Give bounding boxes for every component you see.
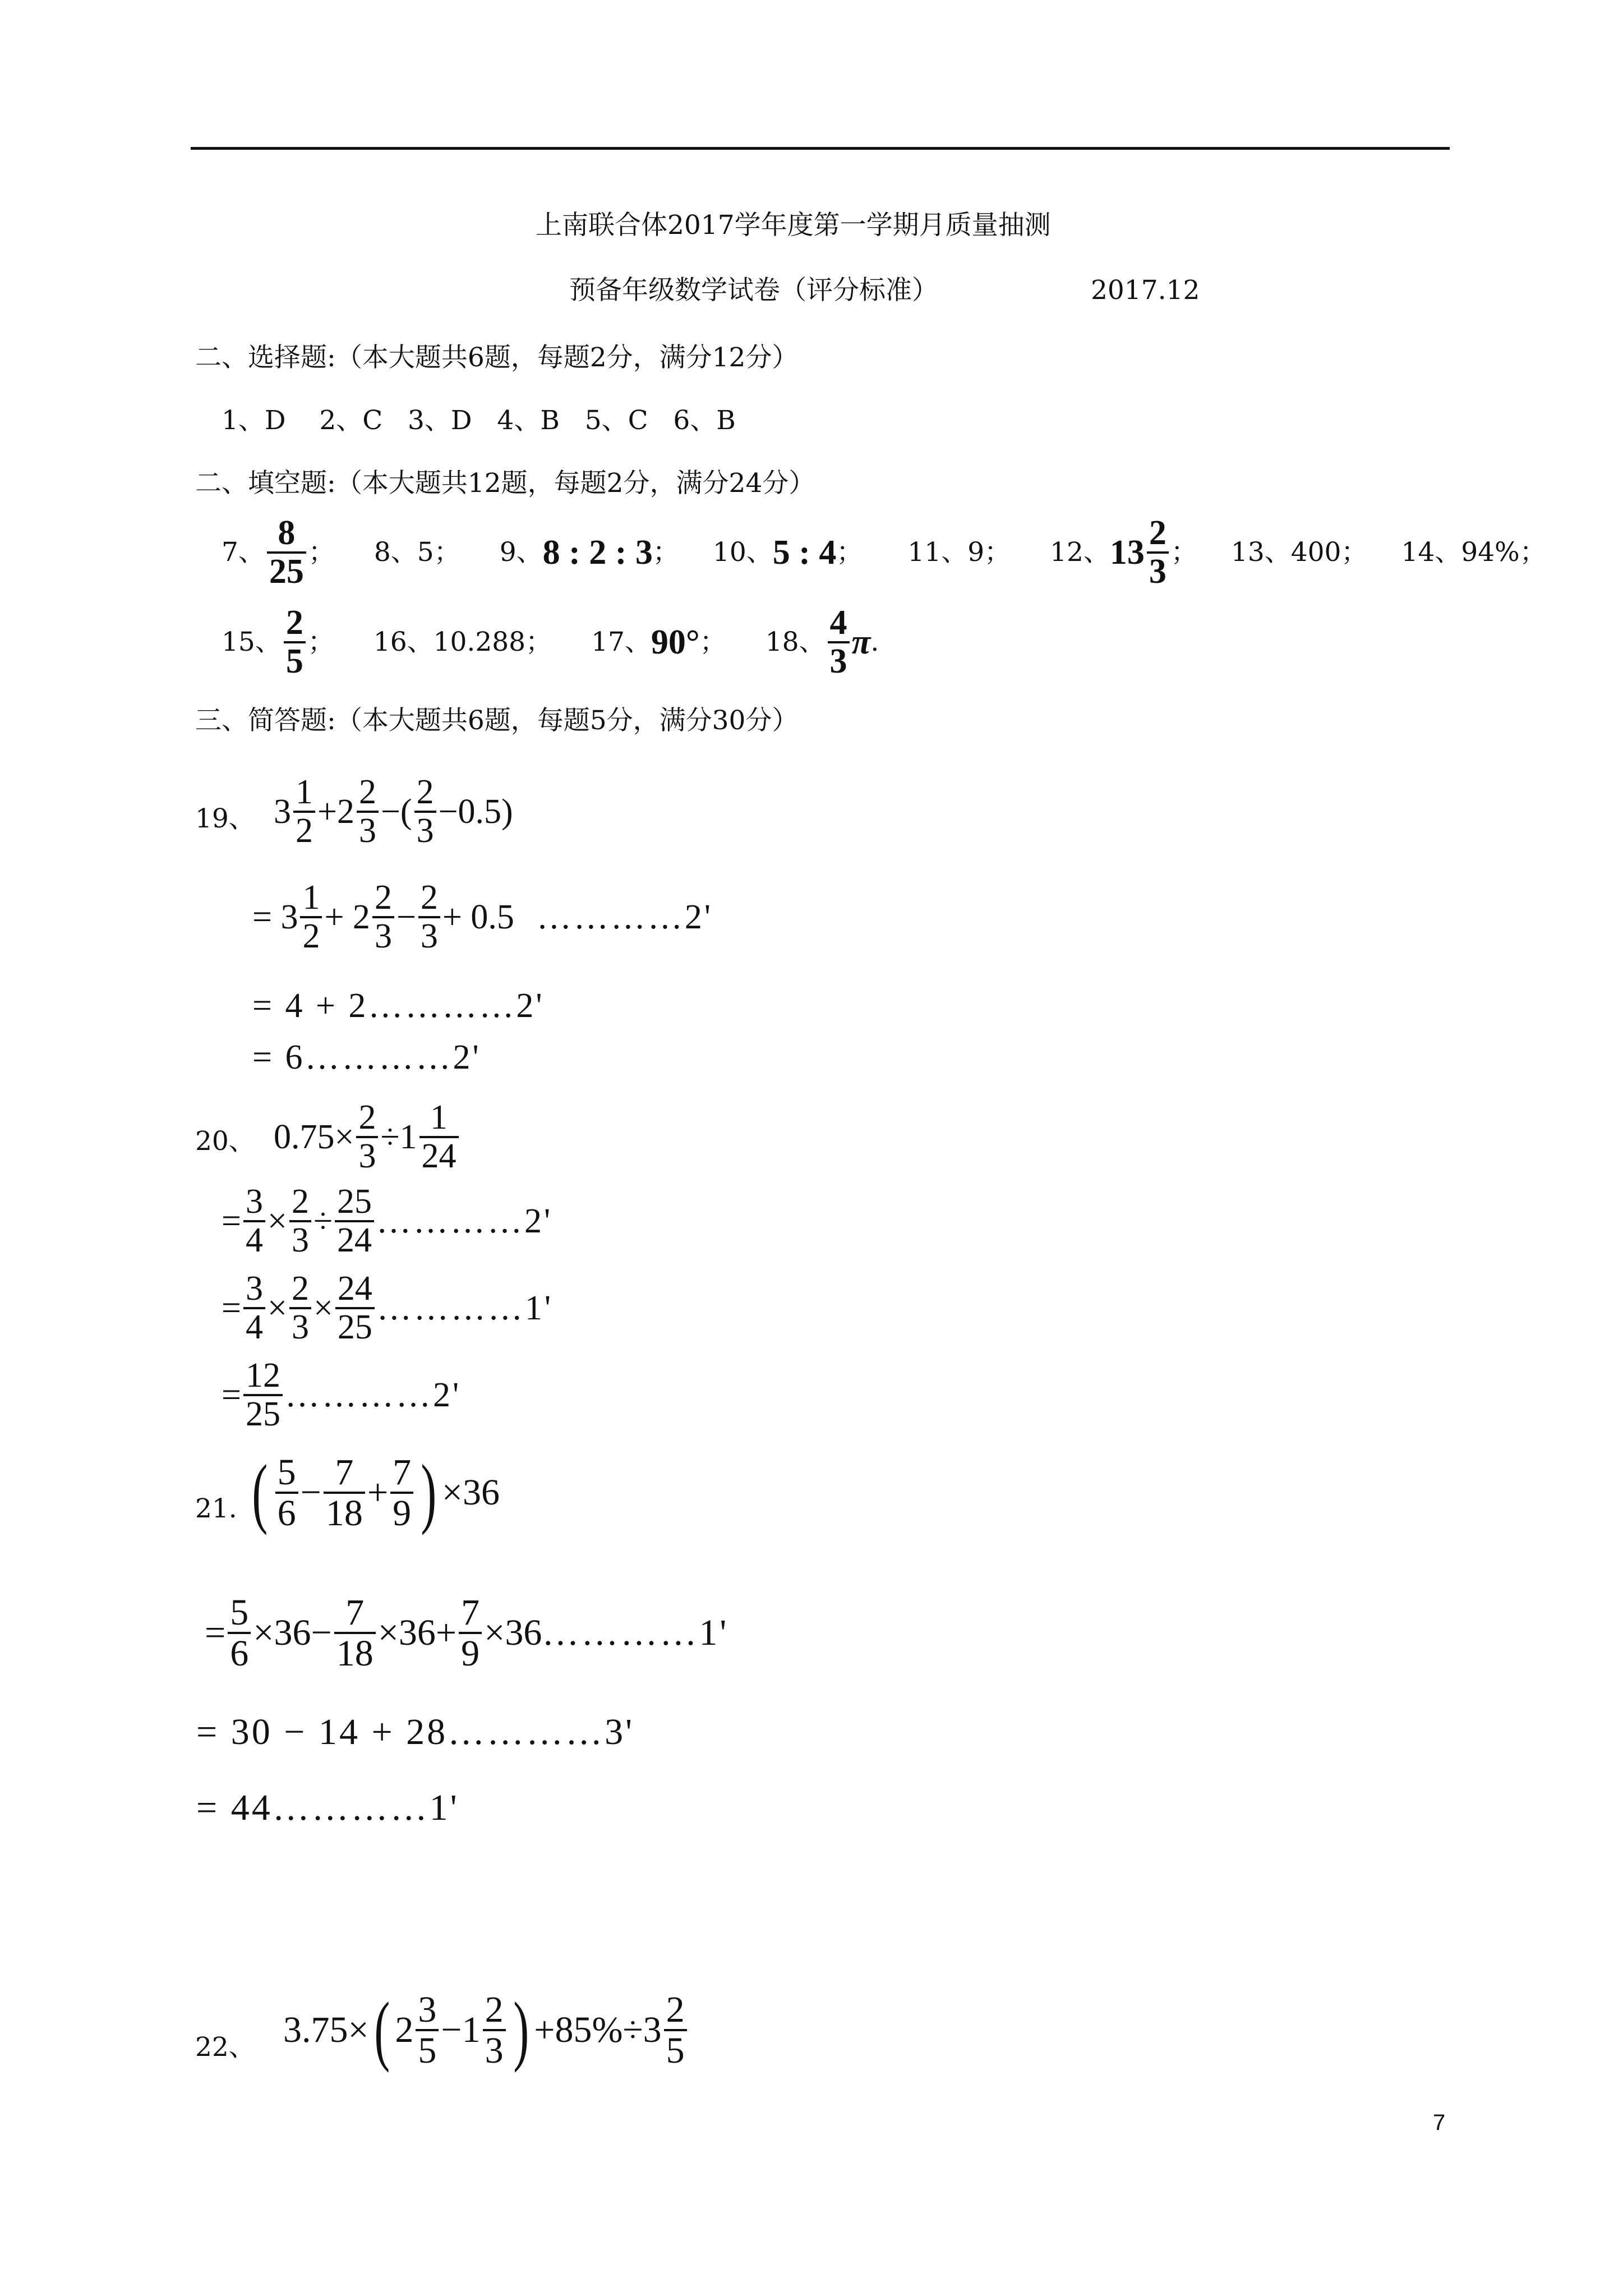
q14-answer: 14、94%； bbox=[1401, 537, 1546, 568]
top-rule bbox=[191, 147, 1450, 150]
q7-fraction: $\frac{8}{25}$ bbox=[267, 515, 306, 590]
q18-pi: π bbox=[851, 623, 871, 662]
choice-answers: 1、D 2、C 3、D 4、B 5、C 6、B bbox=[222, 405, 736, 436]
q19-expression: 3 $\frac{1}{2}$ +2 $\frac{2}{3}$ −( $\frac{2}{3}$ −0.5) bbox=[274, 773, 513, 850]
q16-answer: 16、10.288； bbox=[373, 627, 552, 658]
q15-label: 15、 bbox=[222, 627, 282, 658]
q20-step-2: = $\frac{3}{4}$ × $\frac{2}{3}$ × $\frac{24}{25}$ …………1' bbox=[222, 1269, 554, 1347]
q20-label: 20、 bbox=[195, 1126, 255, 1157]
q17-label: 17、 bbox=[591, 627, 651, 658]
q22-label: 22、 bbox=[195, 2032, 255, 2063]
q19-label: 19、 bbox=[195, 803, 255, 834]
q20-expression: 0.75× $\frac{2}{3}$ ÷1 $\frac{1}{24}$ bbox=[274, 1099, 461, 1175]
q21-step-1: = $\frac{5}{6}$ ×36− $\frac{7}{18}$ ×36+ $\frac{7}{9}$ ×36 …………1' bbox=[205, 1592, 729, 1674]
q13-answer: 13、400； bbox=[1230, 537, 1368, 568]
q7-label: 7、 bbox=[222, 537, 265, 568]
exam-title: 上南联合体2017学年度第一学期月质量抽测 bbox=[536, 210, 1051, 241]
page-number: 7 bbox=[1433, 2110, 1446, 2135]
q17-angle: 90° bbox=[651, 623, 700, 662]
q21-step-2: = 30 − 14 + 28…………3' bbox=[196, 1711, 635, 1752]
q9-label: 9、 bbox=[499, 537, 543, 568]
q21-label: 21. bbox=[195, 1493, 237, 1524]
q9-ratio: 8 : 2 : 3 bbox=[542, 533, 653, 572]
q18-fraction: $\frac{4}{3}$ bbox=[828, 605, 850, 680]
q8-answer: 8、5； bbox=[374, 537, 460, 568]
q19-step-1: = 3 $\frac{1}{2}$ + 2 $\frac{2}{3}$ − $\frac{2}{3}$ + 0.5 …………2' bbox=[252, 878, 713, 956]
exam-date: 2017.12 bbox=[1091, 275, 1200, 306]
q12-fraction: $\frac{2}{3}$ bbox=[1147, 515, 1169, 590]
section-choice-heading: 二、选择题:（本大题共6题，每题2分，满分12分） bbox=[195, 342, 799, 373]
fill-answers-row-2: 15、 $\frac{2}{5}$ ； 16、10.288； 17、 90° ； 18、 $\frac{4}{3}$ π . bbox=[222, 604, 879, 681]
q20-step-3: = $\frac{12}{25}$ …………2' bbox=[222, 1356, 462, 1434]
exam-subtitle: 预备年级数学试卷（评分标准） bbox=[569, 275, 938, 306]
q12-label: 12、 bbox=[1050, 537, 1110, 568]
section-fill-heading: 二、填空题:（本大题共12题，每题2分，满分24分） bbox=[195, 468, 815, 499]
q10-ratio: 5 : 4 bbox=[772, 533, 837, 572]
q11-answer: 11、9； bbox=[907, 537, 1011, 568]
q18-label: 18、 bbox=[765, 627, 826, 658]
section-short-answer-heading: 三、简答题:（本大题共6题，每题5分，满分30分） bbox=[195, 705, 799, 736]
q12-whole: 13 bbox=[1109, 533, 1145, 572]
fill-answers-row-1: 7、 $\frac{8}{25}$ ； 8、5； 9、 8 : 2 : 3 ； 10、 5 : 4 ； 11、9； 12、 13 $\frac{2}{3}$ ； 13、400； 14、94%； bbox=[222, 514, 1546, 591]
q15-fraction: $\frac{2}{5}$ bbox=[284, 605, 306, 680]
q21-expression: ( $\frac{5}{6}$ − $\frac{7}{18}$ + $\frac{7}{9}$ ) ×36 bbox=[252, 1449, 500, 1536]
q19-step-3: = 6…………2' bbox=[252, 1038, 481, 1076]
q22-expression: 3.75× ( 2 $\frac{3}{5}$ −1 $\frac{2}{3}$ ) +85%÷3 $\frac{2}{5}$ bbox=[283, 1990, 689, 2070]
q21-step-3: = 44…………1' bbox=[196, 1787, 459, 1828]
q19-step-2: = 4 + 2…………2' bbox=[252, 987, 545, 1025]
q10-label: 10、 bbox=[712, 537, 773, 568]
q20-step-1: = $\frac{3}{4}$ × $\frac{2}{3}$ ÷ $\frac{25}{24}$ …………2' bbox=[222, 1182, 553, 1260]
